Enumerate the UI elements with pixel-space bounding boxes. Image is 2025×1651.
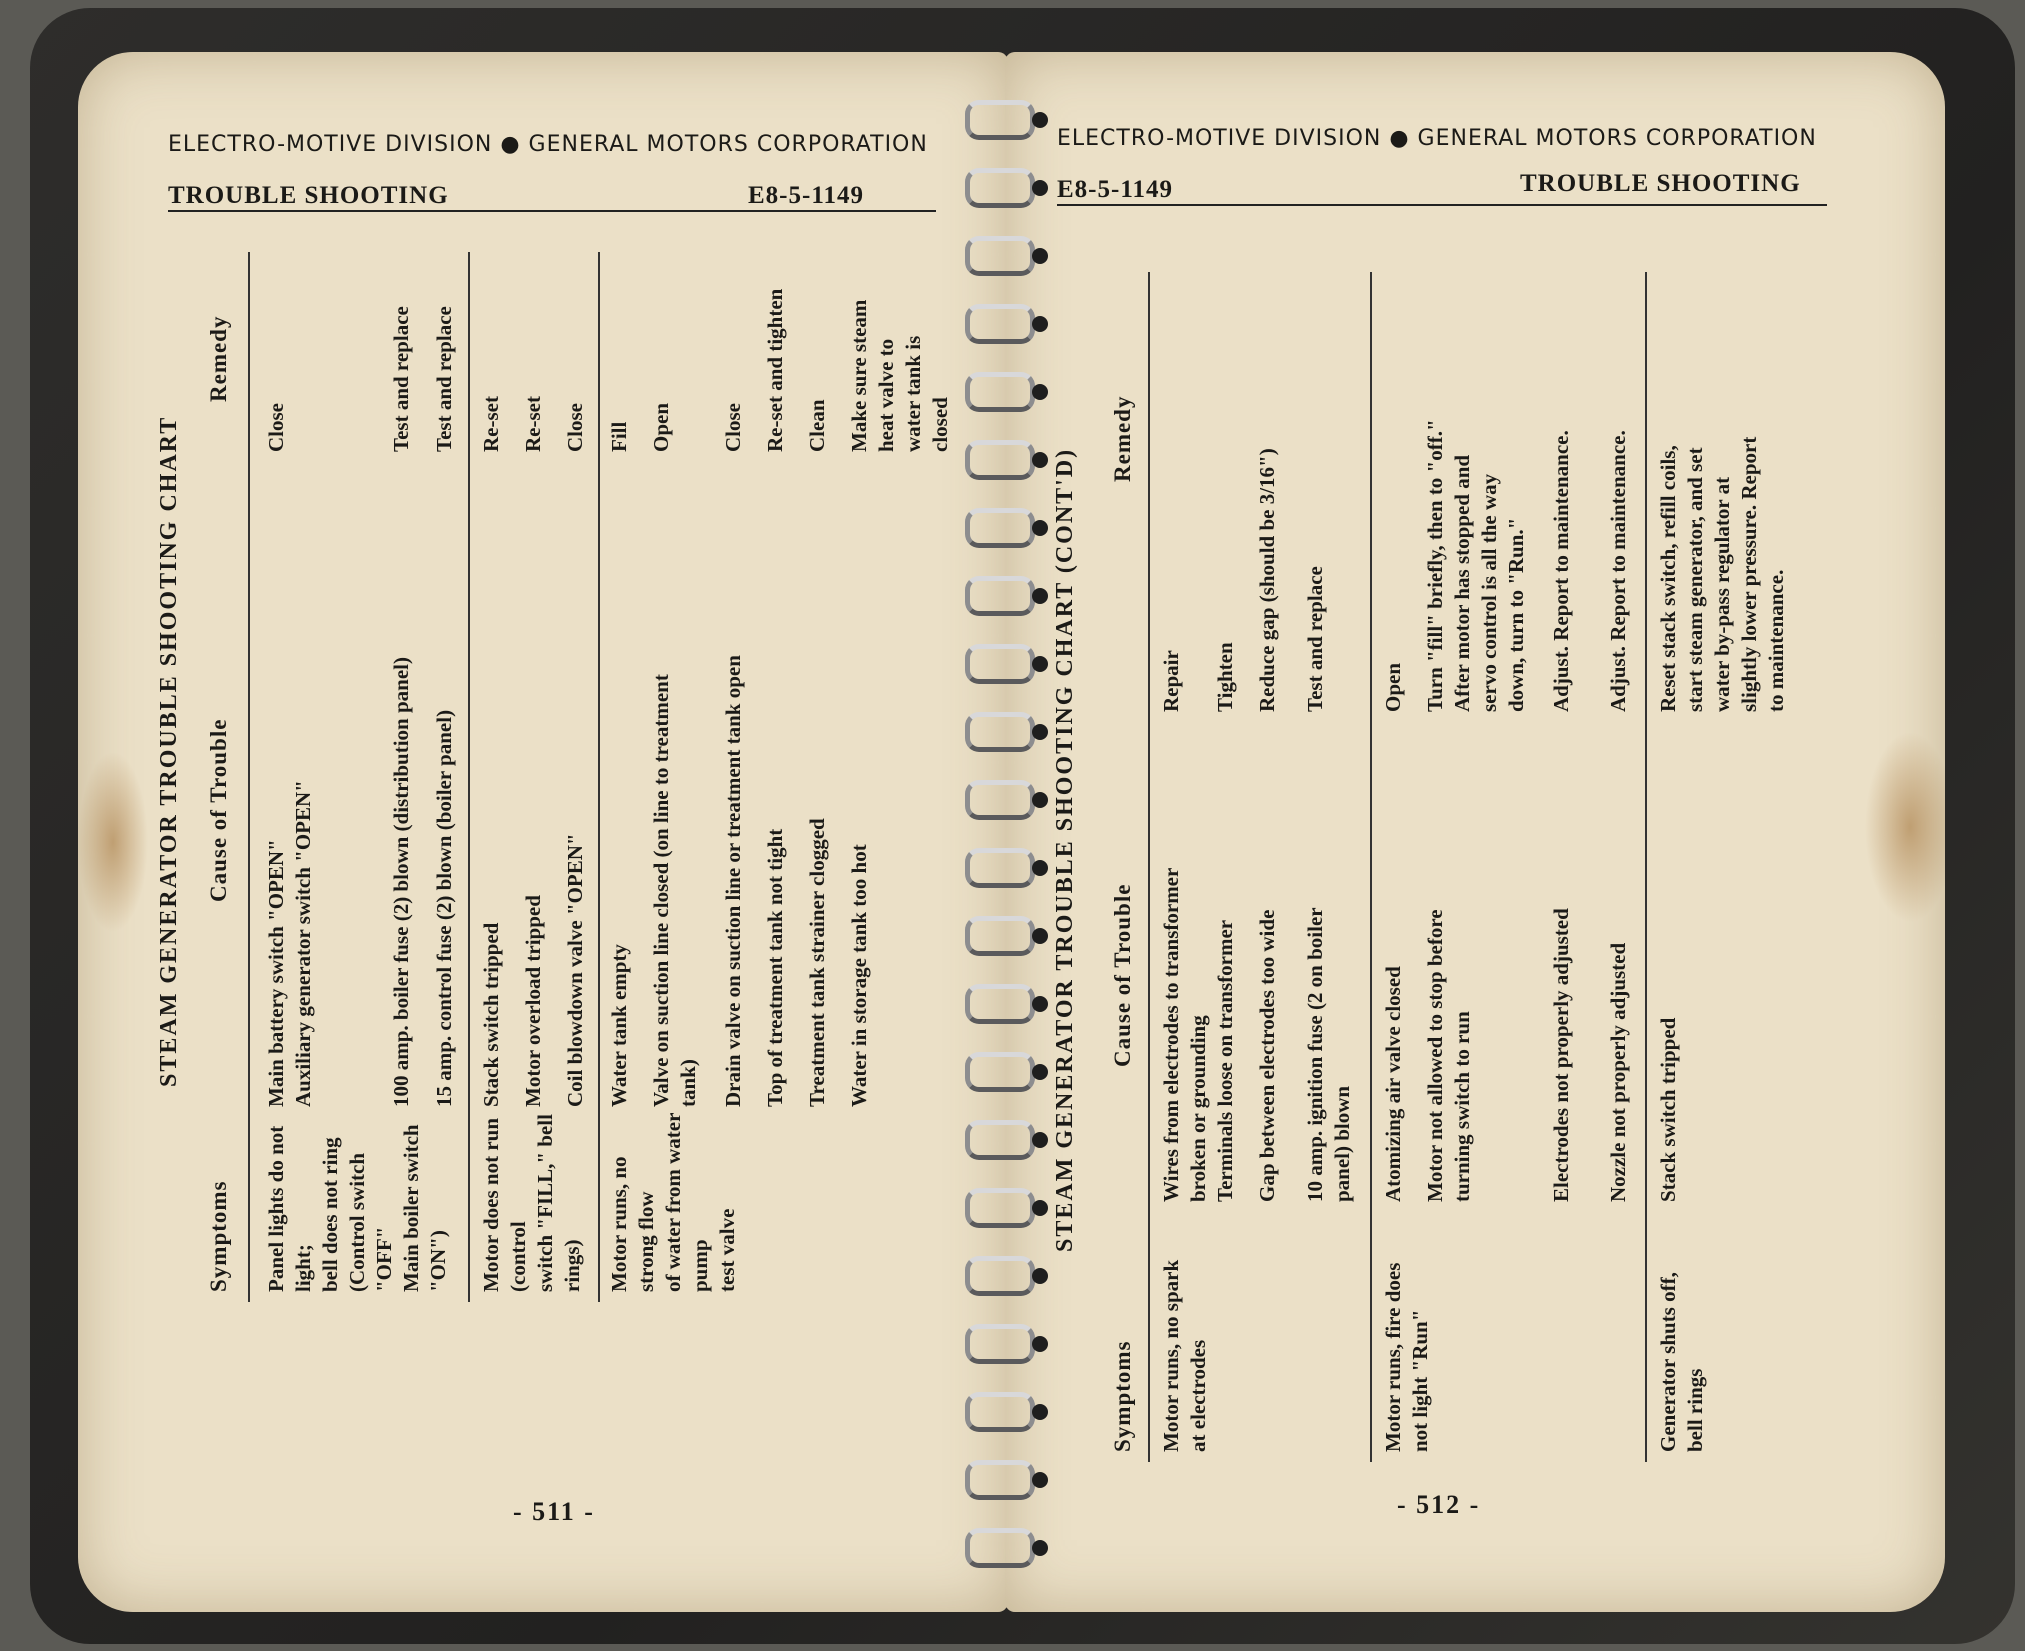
spiral-coil [965, 712, 1035, 752]
spiral-coil [965, 508, 1035, 548]
binding-hole [1032, 384, 1048, 400]
spiral-coil [965, 100, 1035, 140]
section-title: TROUBLE SHOOTING [1520, 170, 1801, 197]
table-row: Terminals loose on transformer Tighten [1213, 642, 1237, 1202]
table-row: Motor runs, no spark at electrodes Wires from electrodes to transformer broken or grounding Repair [1159, 650, 1210, 1452]
binding-hole [1032, 656, 1048, 672]
col-symptoms: Symptoms [1110, 1340, 1135, 1452]
table-row: Top of treatment tank not tight Re-set and tighten [763, 288, 787, 1107]
spiral-coil [965, 984, 1035, 1024]
table-row: Nozzle not properly adjusted Adjust. Report to maintenance. [1606, 430, 1630, 1202]
binding-hole [1032, 1268, 1048, 1284]
binding-hole [1032, 996, 1048, 1012]
row-divider [1370, 272, 1372, 1462]
spiral-coil [965, 1256, 1035, 1296]
binding-hole [1032, 248, 1048, 264]
table-row: Motor not allowed to stop before turning switch to run Turn "fill" briefly, then to "off." After motor has stopped and servo control is all the way down, turn to "Run." [1423, 419, 1528, 1202]
water-stain [1865, 732, 1945, 922]
spiral-coil [965, 916, 1035, 956]
binding-hole [1032, 1200, 1048, 1216]
binding-hole [1032, 1336, 1048, 1352]
spiral-coil [965, 848, 1035, 888]
binding-hole [1032, 1064, 1048, 1080]
left-page [78, 52, 1008, 1612]
binding-hole [1032, 452, 1048, 468]
binding-hole [1032, 1404, 1048, 1420]
spiral-coil [965, 168, 1035, 208]
binding-hole [1032, 520, 1048, 536]
spiral-coil [965, 644, 1035, 684]
table-row: Gap between electrodes too wide Reduce gap (should be 3/16") [1255, 448, 1279, 1202]
right-page [1005, 52, 1945, 1612]
spiral-coil [965, 1392, 1035, 1432]
col-cause: Cause of Trouble [1110, 883, 1135, 1067]
document-code: E8-5-1149 [748, 182, 864, 209]
page-number: - 512 - [1397, 1490, 1481, 1519]
row-divider [598, 252, 600, 1302]
binding-hole [1032, 316, 1048, 332]
spiral-coil [965, 1460, 1035, 1500]
spiral-coil [965, 1052, 1035, 1092]
binding-hole [1032, 112, 1048, 128]
table-row: Panel lights do not light; bell does not ring (Control switch "OFF" Main boiler switch "ON") Main battery switch "OPEN" Auxiliary generator switch "OPEN" Close [264, 403, 450, 1292]
table-row: Treatment tank strainer clogged Clean [805, 399, 829, 1107]
binding-hole [1032, 1132, 1048, 1148]
col-remedy: Remedy [206, 315, 231, 402]
table-rule [1148, 272, 1150, 1462]
chart-title: STEAM GENERATOR TROUBLE SHOOTING CHART [156, 415, 182, 1087]
row-divider [1645, 272, 1647, 1462]
spiral-coil [965, 1188, 1035, 1228]
spiral-coil [965, 1120, 1035, 1160]
spiral-coil [965, 576, 1035, 616]
section-title: TROUBLE SHOOTING [168, 182, 449, 209]
table-row: Coil blowdown valve "OPEN" Close [563, 403, 587, 1107]
table-row: Water in storage tank too hot Make sure steam heat valve to water tank is closed [847, 299, 952, 1107]
table-row: Motor runs, fire does not light "Run" Atomizing air valve closed Open [1381, 662, 1432, 1452]
header-corporation: ELECTRO-MOTIVE DIVISION ● GENERAL MOTORS CORPORATION [1057, 126, 1817, 151]
header-rule [1057, 204, 1827, 206]
spiral-coil [965, 1324, 1035, 1364]
spiral-coil [965, 372, 1035, 412]
table-row: Motor does not run (control switch "FILL," bell rings) Stack switch tripped Re-set [479, 396, 584, 1292]
spiral-coil [965, 440, 1035, 480]
page-number: - 511 - [513, 1497, 595, 1526]
binding-hole [1032, 588, 1048, 604]
water-stain [78, 752, 148, 932]
spiral-coil [965, 304, 1035, 344]
table-row: 10 amp. ignition fuse (2 on boiler panel) blown Test and replace [1303, 566, 1354, 1202]
col-cause: Cause of Trouble [206, 718, 231, 902]
table-rule [248, 252, 250, 1302]
spiral-coil [965, 1528, 1035, 1568]
table-row: Motor overload tripped Re-set [521, 396, 545, 1107]
binding-hole [1032, 860, 1048, 876]
header-corporation: ELECTRO-MOTIVE DIVISION ● GENERAL MOTORS CORPORATION [168, 132, 928, 157]
binding-hole [1032, 928, 1048, 944]
row-divider [468, 252, 470, 1302]
binding-hole [1032, 792, 1048, 808]
table-row: 15 amp. control fuse (2) blown (boiler panel) Test and replace [432, 306, 456, 1107]
table-row: Drain valve on suction line or treatment tank open Close [721, 403, 745, 1107]
binding-hole [1032, 1472, 1048, 1488]
table-row: Motor runs, no strong flow of water from water pump test valve Water tank empty Fill [607, 421, 739, 1292]
binding-hole [1032, 180, 1048, 196]
binding-hole [1032, 724, 1048, 740]
col-symptoms: Symptoms [206, 1180, 231, 1292]
binding-hole [1032, 1540, 1048, 1556]
header-rule [168, 210, 936, 212]
table-row: Electrodes not properly adjusted Adjust. Report to maintenance. [1549, 430, 1573, 1202]
chart-title: STEAM GENERATOR TROUBLE SHOOTING CHART (CONT'D) [1052, 447, 1078, 1252]
col-remedy: Remedy [1110, 395, 1135, 482]
table-row: Valve on suction line closed (on line to treatment tank) Open [649, 402, 700, 1107]
table-row: 100 amp. boiler fuse (2) blown (distribution panel) Test and replace [389, 306, 413, 1107]
document-code: E8-5-1149 [1057, 176, 1173, 203]
table-row: Generator shuts off, bell rings Stack switch tripped Reset stack switch, refill coils, start steam generator, and set water by-pass regulator at slightly lower pressure. Report to maintenance. [1656, 436, 1788, 1452]
spiral-coil [965, 236, 1035, 276]
spiral-coil [965, 780, 1035, 820]
